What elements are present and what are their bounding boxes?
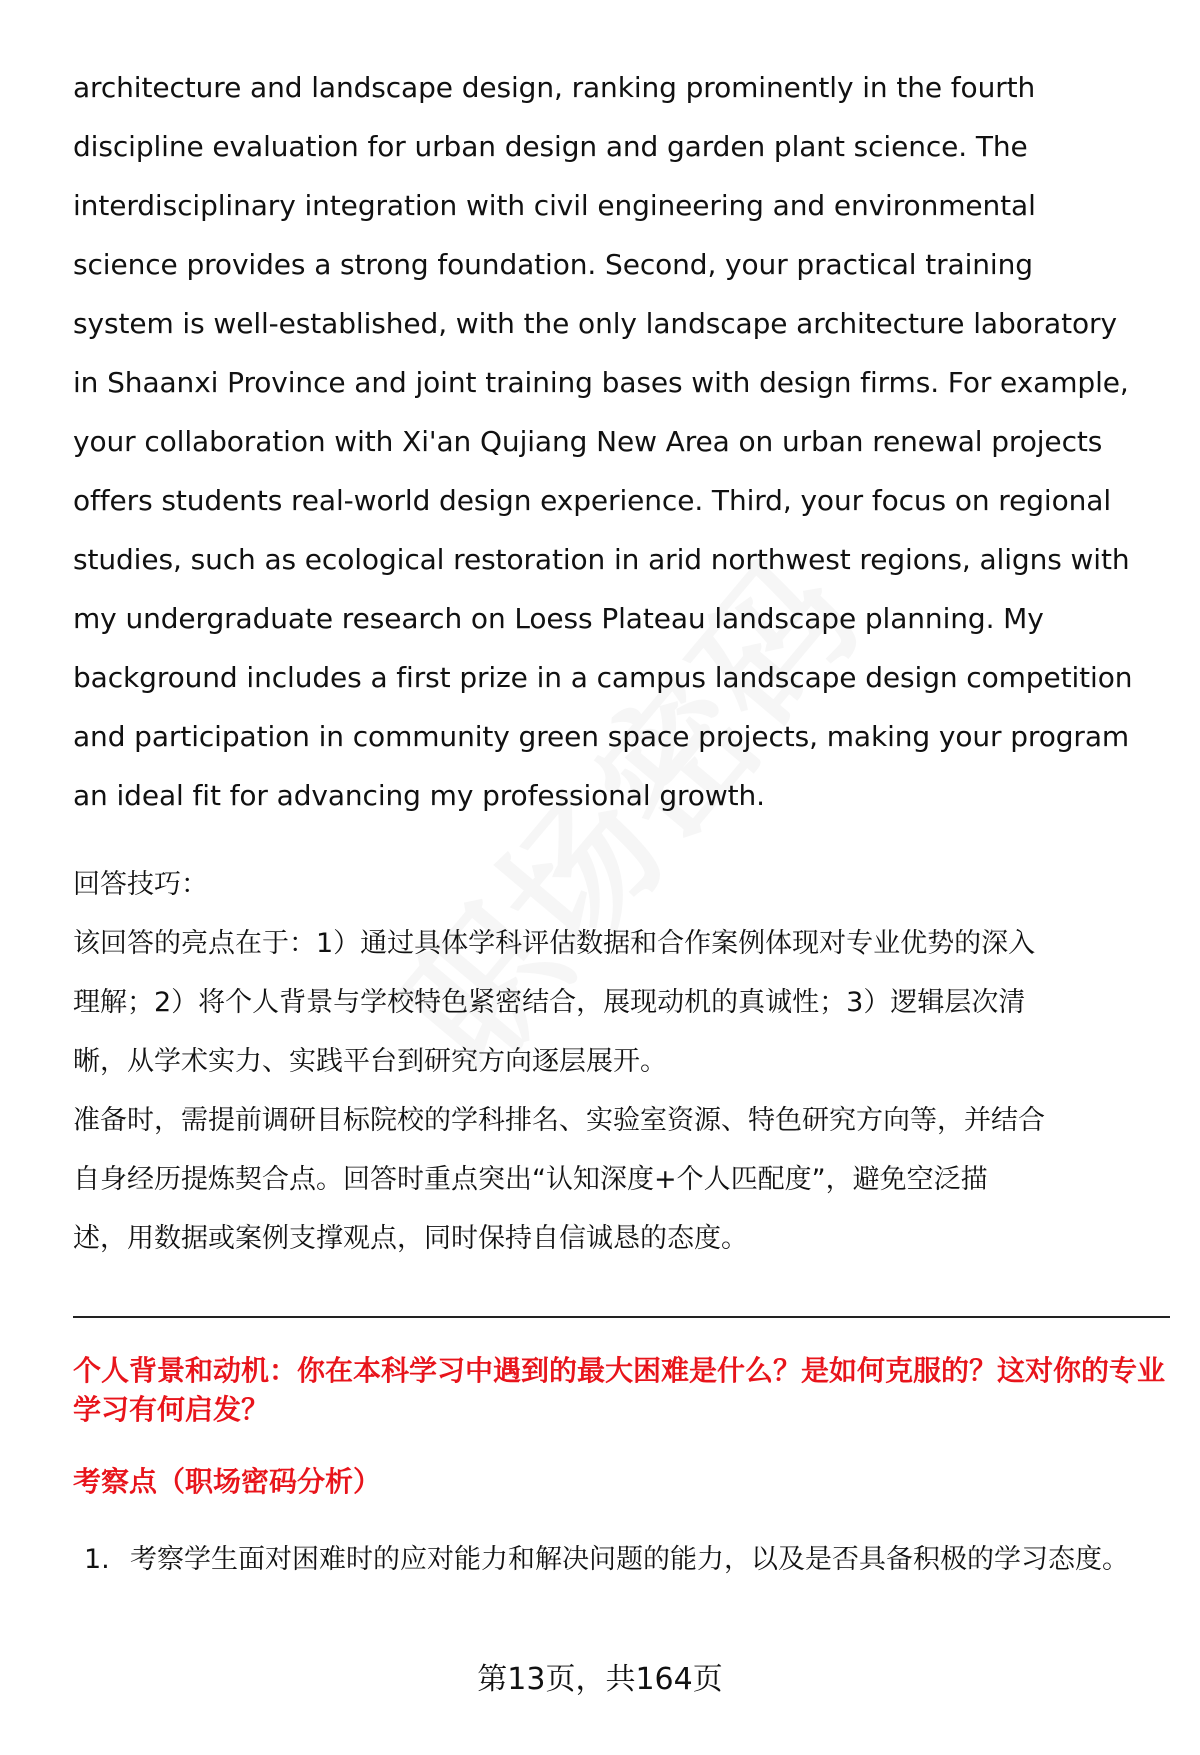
text-line: an ideal fit for advancing my professional growth. <box>73 779 765 812</box>
tips-line: 理解；2）将个人背景与学校特色紧密结合，展现动机的真诚性；3）逻辑层次清 <box>73 987 1026 1018</box>
tips-line: 该回答的亮点在于：1）通过具体学科评估数据和合作案例体现对专业优势的深入 <box>73 928 1036 959</box>
text-line: system is well-established, with the only landscape architecture laboratory <box>73 307 1117 340</box>
tips-line: 准备时，需提前调研目标院校的学科排名、实验室资源、特色研究方向等，并结合 <box>73 1105 1045 1136</box>
key-points-heading: 考察点（职场密码分析） <box>73 1465 382 1498</box>
tips-line: 自身经历提炼契合点。回答时重点突出“认知深度+个人匹配度”，避免空泛描 <box>73 1164 988 1195</box>
text-line: your collaboration with Xi'an Qujiang New Area on urban renewal projects <box>73 425 1103 458</box>
text-line: science provides a strong foundation. Second, your practical training <box>73 248 1033 281</box>
page-number: 第13页，共164页 <box>477 1662 723 1697</box>
text-line: in Shaanxi Province and joint training bases with design firms. For example, <box>73 366 1129 399</box>
text-line: studies, such as ecological restoration in arid northwest regions, aligns with <box>73 543 1130 576</box>
text-line: background includes a first prize in a campus landscape design competition <box>73 661 1133 694</box>
list-item <box>84 1530 1164 1589</box>
text-line: and participation in community green space projects, making your program <box>73 720 1130 753</box>
question-heading: 个人背景和动机：你在本科学习中遇到的最大困难是什么？是如何克服的？这对你的专业学习有何启发？ <box>73 1354 1166 1426</box>
text-line: my undergraduate research on Loess Plateau landscape planning. My <box>73 602 1044 635</box>
document-body <box>73 58 1173 1268</box>
list-number: 1. <box>84 1544 110 1575</box>
list-text: 考察学生面对困难时的应对能力和解决问题的能力，以及是否具备积极的学习态度。 <box>130 1544 1129 1575</box>
tips-label: 回答技巧： <box>73 869 208 900</box>
text-line: interdisciplinary integration with civil engineering and environmental <box>73 189 1036 222</box>
tips-line: 晰，从学术实力、实践平台到研究方向逐层展开。 <box>73 1046 667 1077</box>
text-line: offers students real-world design experience. Third, your focus on regional <box>73 484 1112 517</box>
tips-paragraph <box>73 914 1173 1268</box>
tips-line: 述，用数据或案例支撑观点，同时保持自信诚恳的态度。 <box>73 1223 748 1254</box>
text-line: discipline evaluation for urban design and garden plant science. The <box>73 130 1028 163</box>
text-line: architecture and landscape design, ranking prominently in the fourth <box>73 71 1036 104</box>
answer-paragraph <box>73 58 1173 825</box>
section-divider <box>73 1316 1170 1318</box>
